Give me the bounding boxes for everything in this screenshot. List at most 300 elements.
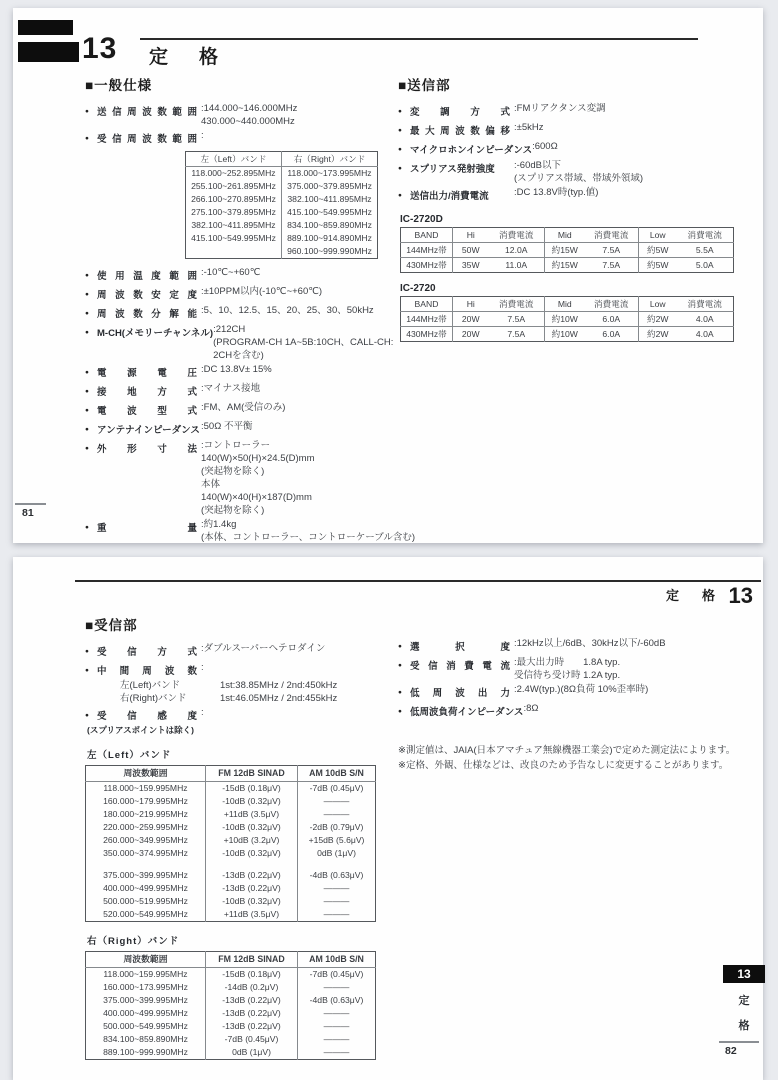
table-cell: 7.5A — [585, 243, 639, 258]
bullet-icon: ● — [85, 426, 89, 433]
bullet-icon: ● — [85, 369, 89, 376]
spec-sub-row — [85, 692, 397, 705]
table-cell: 960.100~999.990MHz — [287, 246, 372, 256]
rx-frequency-table — [185, 151, 378, 259]
table-row — [401, 327, 734, 342]
spec-item — [398, 186, 748, 204]
table-row — [86, 981, 376, 994]
table-cell: 0dB (1μV) — [317, 848, 356, 858]
column-header: Low — [649, 229, 666, 240]
spec-value-line: :FM、AM(受信のみ) — [201, 402, 286, 413]
column-header: 消費電流 — [687, 229, 722, 240]
table-cell: 約15W — [545, 258, 585, 273]
table-row — [86, 847, 376, 860]
table-header-row — [401, 228, 734, 243]
table-cell: 382.100~411.895MHz — [287, 194, 372, 204]
spec-value-line: :±5kHz — [514, 122, 544, 133]
table-cell: 118.000~173.995MHz — [287, 168, 372, 178]
chapter-title: 定 格 — [666, 588, 721, 603]
table-cell: ——— — [323, 896, 350, 906]
bullet-icon: ● — [85, 667, 89, 674]
table-cell: 220.000~259.995MHz — [86, 821, 206, 834]
spec-value-line: :DC 13.8V± 15% — [201, 364, 272, 375]
spec-item — [85, 518, 416, 544]
spec-item — [85, 304, 401, 322]
bullet-icon: ● — [398, 708, 402, 715]
table-cell: ——— — [323, 1008, 350, 1018]
chapter-index-bar-bottom — [18, 42, 79, 62]
chapter-rule — [140, 38, 698, 40]
bullet-icon: ● — [85, 648, 89, 655]
bullet-icon: ● — [85, 388, 89, 395]
table-cell: 144MHz帯 — [401, 312, 453, 327]
spec-value-line: (突起物を除く) — [201, 505, 265, 516]
model-label-ic2720d: IC-2720D — [400, 214, 443, 225]
footnotes — [398, 744, 756, 772]
table-header-row — [186, 152, 378, 167]
left-band-table-title: 左（Left）バンド — [87, 750, 172, 761]
bullet-icon: ● — [398, 146, 402, 153]
table-cell: +11dB (3.5μV) — [206, 908, 298, 922]
spec-label: 低周波出力 — [410, 688, 510, 699]
spec-list-receiver — [85, 642, 397, 736]
column-header: 周波数範囲 — [86, 766, 206, 782]
spec-value-line: :5、10、12.5、15、20、25、30、50kHz — [201, 305, 374, 316]
spec-label: 受信感度 — [97, 711, 197, 722]
table-row — [86, 834, 376, 847]
table-row — [186, 245, 378, 259]
spec-item — [398, 159, 748, 185]
left-band-sensitivity-table — [85, 765, 376, 922]
spec-value-line: : — [201, 707, 204, 718]
table-cell: 375.000~399.995MHz — [86, 869, 206, 882]
spec-value-line: 2CHを含む) — [213, 350, 264, 361]
spec-value-line: : — [201, 662, 204, 673]
bullet-icon: ● — [398, 165, 402, 172]
spec-label: 周波数安定度 — [97, 290, 197, 301]
bullet-icon: ● — [85, 310, 89, 317]
column-header: BAND — [401, 228, 453, 243]
table-cell: -7dB (0.45μV) — [206, 1033, 298, 1046]
spec-label-note: (スプリアスポイントは除く) — [87, 725, 194, 735]
column-header: 消費電流 — [585, 228, 639, 243]
table-cell: 11.0A — [489, 258, 545, 273]
table-cell: ——— — [323, 1034, 350, 1044]
table-cell: ——— — [323, 796, 350, 806]
spec-list-general-bottom — [85, 266, 416, 544]
spec-value-line: :50Ω 不平衡 — [201, 421, 253, 432]
spec-value-line: :212CH — [213, 324, 246, 335]
receiver-spec-column-right — [398, 637, 756, 773]
spec-value-line: (スプリアス帯域、帯域外領域) — [514, 173, 644, 184]
table-cell: ——— — [323, 1021, 350, 1031]
table-cell: -15dB (0.18μV) — [206, 782, 298, 796]
table-cell: 266.100~270.895MHz — [186, 193, 282, 206]
table-cell: 0dB (1μV) — [206, 1046, 298, 1060]
spec-value-line: :600Ω — [532, 141, 558, 152]
spec-value-line: 受信待ち受け時 1.2A typ. — [514, 670, 621, 681]
column-header: Low — [649, 298, 666, 309]
spec-label: 周波数分解能 — [97, 309, 197, 320]
spec-label: 送信周波数範囲 — [97, 107, 197, 118]
table-cell: 415.100~549.995MHz — [287, 207, 372, 217]
spec-item — [85, 129, 401, 147]
column-header: 消費電流 — [489, 297, 545, 312]
table-cell — [186, 245, 282, 259]
table-cell: 350.000~374.995MHz — [86, 847, 206, 860]
table-row — [186, 219, 378, 232]
table-header-row — [86, 766, 376, 782]
spec-sub-row — [85, 679, 397, 692]
bullet-icon: ● — [85, 291, 89, 298]
column-header: Mid — [557, 229, 572, 240]
table-cell: 7.5A — [489, 312, 545, 327]
table-cell: 275.100~379.895MHz — [186, 206, 282, 219]
spec-value-line: :2.4W(typ.)(8Ω負荷 10%歪率時) — [514, 684, 649, 695]
table-row — [86, 908, 376, 922]
spec-item — [85, 363, 401, 381]
table-cell: 約10W — [545, 312, 585, 327]
table-cell: -7dB (0.45μV) — [309, 783, 364, 793]
transmitter-spec-column — [398, 74, 748, 342]
table-cell: -10dB (0.32μV) — [206, 895, 298, 908]
bullet-icon: ● — [398, 192, 402, 199]
spec-item — [398, 140, 748, 158]
column-header: 左（Left）バンド — [186, 152, 282, 167]
table-cell: 35W — [453, 258, 489, 273]
spec-list-receiver-right — [398, 637, 756, 720]
table-cell: -10dB (0.32μV) — [206, 821, 298, 834]
table-cell: 約15W — [545, 243, 585, 258]
spec-label: 中間周波数 — [97, 666, 197, 677]
spec-label: アンテナインピーダンス — [97, 425, 200, 436]
column-header: 消費電流 — [585, 297, 639, 312]
spec-item — [398, 656, 756, 682]
table-cell: +15dB (5.6μV) — [308, 835, 365, 845]
table-cell: 20W — [453, 312, 489, 327]
bullet-icon: ● — [398, 689, 402, 696]
spec-label: 電源電圧 — [97, 368, 197, 379]
spec-label: マイクロホンインピーダンス — [410, 145, 533, 156]
table-cell: ——— — [323, 1047, 350, 1057]
table-row — [86, 808, 376, 821]
spec-value-line: 140(W)×40(H)×187(D)mm — [201, 492, 312, 503]
table-cell: 889.100~914.890MHz — [287, 233, 372, 243]
table-cell: ——— — [323, 883, 350, 893]
general-spec-column — [85, 74, 416, 545]
spec-value-line: :約1.4kg — [201, 519, 237, 530]
spec-value-line: 430.000~440.000MHz — [201, 116, 295, 127]
spec-item — [85, 706, 397, 736]
table-row — [86, 968, 376, 982]
bullet-icon: ● — [85, 272, 89, 279]
side-tab-number: 13 — [723, 965, 765, 983]
bullet-icon: ● — [85, 712, 89, 719]
table-cell: -13dB (0.22μV) — [206, 1020, 298, 1033]
table-row — [86, 1007, 376, 1020]
table-cell: 180.000~219.995MHz — [86, 808, 206, 821]
right-band-sensitivity-table — [85, 951, 376, 1060]
spec-list-general-top — [85, 102, 401, 147]
table-cell: 7.5A — [585, 258, 639, 273]
table-cell: 約5W — [639, 243, 677, 258]
spec-item — [85, 323, 401, 362]
spec-value-line: :コントローラー — [201, 440, 271, 451]
chapter-side-tab — [721, 965, 767, 1033]
spec-item — [398, 121, 748, 139]
bullet-icon: ● — [85, 407, 89, 414]
table-cell: 20W — [453, 327, 489, 342]
table-cell: -13dB (0.22μV) — [206, 882, 298, 895]
table-cell: +11dB (3.5μV) — [206, 808, 298, 821]
table-cell: 50W — [453, 243, 489, 258]
section-heading-general: ■一般仕様 — [85, 78, 153, 93]
column-header: Mid — [557, 298, 572, 309]
spec-value-line: :144.000~146.000MHz — [201, 103, 298, 114]
table-row — [186, 232, 378, 245]
bullet-icon: ● — [398, 108, 402, 115]
table-cell: -7dB (0.45μV) — [309, 969, 364, 979]
spec-label: M-CH(メモリーチャンネル) — [97, 328, 214, 339]
table-row — [86, 860, 376, 869]
table-cell: 255.100~261.895MHz — [186, 180, 282, 193]
spec-label: 受信周波数範囲 — [97, 134, 197, 145]
page-number: 82 — [725, 1044, 737, 1057]
spec-item — [85, 439, 401, 517]
bullet-icon: ● — [85, 108, 89, 115]
bullet-icon: ● — [398, 127, 402, 134]
spec-item — [85, 401, 401, 419]
spec-value-line: :FMリアクタンス変調 — [514, 103, 606, 114]
spec-value-line: : — [201, 130, 204, 141]
spec-item — [85, 642, 397, 660]
bullet-icon: ● — [398, 643, 402, 650]
table-header-row — [86, 952, 376, 968]
table-cell: 400.000~499.995MHz — [86, 1007, 206, 1020]
table-cell: 6.0A — [585, 312, 639, 327]
table-row — [86, 782, 376, 796]
spec-label: スプリアス発射強度 — [410, 164, 495, 175]
table-cell: -13dB (0.22μV) — [206, 994, 298, 1007]
bullet-icon: ● — [85, 329, 89, 336]
table-cell: 約10W — [545, 327, 585, 342]
table-row — [401, 243, 734, 258]
spec-value-line: (突起物を除く) — [201, 466, 265, 477]
spec-label: 外形寸法 — [97, 444, 197, 455]
bullet-icon: ● — [85, 524, 89, 531]
bullet-icon: ● — [85, 445, 89, 452]
page-number-rule — [15, 503, 46, 505]
table-cell: 約2W — [639, 327, 677, 342]
spec-label: 変調方式 — [410, 107, 510, 118]
chapter-header — [666, 583, 753, 609]
column-header: 消費電流 — [687, 298, 722, 309]
table-cell: 118.000~159.995MHz — [86, 968, 206, 982]
table-cell: ——— — [323, 809, 350, 819]
table-cell: +10dB (3.2μV) — [206, 834, 298, 847]
spec-value-line: :DC 13.8V時(typ.値) — [514, 187, 599, 198]
power-table-ic2720 — [400, 296, 734, 342]
table-cell: ——— — [323, 982, 350, 992]
table-cell: -4dB (0.63μV) — [309, 870, 364, 880]
table-row — [86, 795, 376, 808]
column-header: AM 10dB S/N — [298, 766, 376, 782]
table-cell: 375.000~399.995MHz — [86, 994, 206, 1007]
spec-value-line: 本体 — [201, 479, 221, 490]
table-row — [186, 193, 378, 206]
table-cell: 160.000~173.995MHz — [86, 981, 206, 994]
chapter-rule — [75, 580, 761, 582]
table-cell — [206, 860, 298, 869]
table-cell: 118.000~159.995MHz — [86, 782, 206, 796]
section-heading-receiver: ■受信部 — [85, 618, 138, 633]
manual-page-82 — [13, 557, 763, 1080]
spec-value-line: (本体、コントローラー、コントローケーブル含む) — [201, 532, 416, 543]
table-header-row — [401, 297, 734, 312]
table-cell: 415.100~549.995MHz — [186, 232, 282, 245]
table-row — [86, 1020, 376, 1033]
spec-label: 送信出力/消費電流 — [410, 191, 489, 202]
spec-item — [85, 102, 401, 128]
spec-label: 低周波負荷インピーダンス — [410, 707, 524, 718]
spec-label: 受信方式 — [97, 647, 197, 658]
chapter-index-bar-top — [18, 20, 73, 35]
spec-item — [398, 683, 756, 701]
table-cell: 約5W — [639, 258, 677, 273]
table-cell: 6.0A — [585, 327, 639, 342]
manual-page-81 — [13, 8, 763, 543]
spec-value-line: :最大出力時 1.8A typ. — [514, 657, 621, 668]
page-number-rule — [719, 1041, 759, 1043]
spec-value-line: :-60dB以下 — [514, 160, 561, 171]
table-cell: -15dB (0.18μV) — [206, 968, 298, 982]
table-cell: 160.000~179.995MHz — [86, 795, 206, 808]
table-row — [186, 206, 378, 219]
column-header: 周波数範囲 — [86, 952, 206, 968]
spec-value-line: 140(W)×50(H)×24.5(D)mm — [201, 453, 315, 464]
side-tab-char-1: 定 — [738, 995, 750, 1007]
spec-value-line: :マイナス接地 — [201, 383, 261, 394]
spec-label: 受信消費電流 — [410, 661, 510, 672]
right-band-table-title: 右（Right）バンド — [87, 936, 180, 947]
table-cell: 834.100~859.890MHz — [287, 220, 372, 230]
column-header: AM 10dB S/N — [298, 952, 376, 968]
section-heading-transmitter: ■送信部 — [398, 78, 451, 93]
side-tab-char-2: 格 — [738, 1020, 750, 1032]
table-row — [86, 821, 376, 834]
table-cell: 4.0A — [677, 327, 734, 342]
table-cell: 5.0A — [677, 258, 734, 273]
spec-label: 接地方式 — [97, 387, 197, 398]
bullet-icon: ● — [85, 135, 89, 142]
table-row — [401, 258, 734, 273]
footnote: ※測定値は、JAIA(日本アマチュア無線機器工業会)で定めた測定法によります。 — [398, 745, 736, 756]
table-cell: 430MHz帯 — [401, 327, 453, 342]
table-cell: -10dB (0.32μV) — [206, 795, 298, 808]
table-cell: 260.000~349.995MHz — [86, 834, 206, 847]
table-cell: 約2W — [639, 312, 677, 327]
table-cell — [86, 860, 206, 869]
table-cell: 889.100~999.990MHz — [86, 1046, 206, 1060]
table-row — [401, 312, 734, 327]
table-cell: -4dB (0.63μV) — [309, 995, 364, 1005]
spec-sub-name: 左(Left)バンド — [120, 680, 181, 691]
spec-label: 選択度 — [410, 642, 510, 653]
chapter-title: 定 格 — [149, 47, 225, 68]
table-cell: -13dB (0.22μV) — [206, 1007, 298, 1020]
spec-item — [398, 702, 756, 720]
spec-label: 使用温度範囲 — [97, 271, 197, 282]
table-cell: ——— — [323, 909, 350, 919]
model-label-ic2720: IC-2720 — [400, 283, 436, 294]
page-number-block — [715, 1041, 767, 1057]
table-cell: -10dB (0.32μV) — [206, 847, 298, 860]
spec-item — [85, 285, 401, 303]
table-cell: -13dB (0.22μV) — [206, 869, 298, 882]
spec-value-line: :±10PPM以内(-10℃~+60℃) — [201, 286, 323, 297]
table-cell: 12.0A — [489, 243, 545, 258]
table-cell: 7.5A — [489, 327, 545, 342]
table-cell: -14dB (0.2μV) — [206, 981, 298, 994]
table-cell: 144MHz帯 — [401, 243, 453, 258]
table-cell: 834.100~859.890MHz — [86, 1033, 206, 1046]
power-table-ic2720d — [400, 227, 734, 273]
table-cell: 382.100~411.895MHz — [186, 219, 282, 232]
spec-item — [85, 420, 401, 438]
spec-value-line: :8Ω — [523, 703, 539, 714]
table-row — [86, 994, 376, 1007]
table-cell: 5.5A — [677, 243, 734, 258]
column-header: BAND — [401, 297, 453, 312]
column-header: 消費電流 — [489, 228, 545, 243]
spec-sub-value: 1st:38.85MHz / 2nd:450kHz — [220, 680, 338, 691]
table-row — [86, 869, 376, 882]
table-cell: 520.000~549.995MHz — [86, 908, 206, 922]
bullet-icon: ● — [398, 662, 402, 669]
spec-value-line: :12kHz以上/6dB、30kHz以下/-60dB — [514, 638, 666, 649]
column-header: FM 12dB SINAD — [206, 766, 298, 782]
spec-list-transmitter — [398, 102, 748, 204]
table-row — [86, 1033, 376, 1046]
spec-sub-value: 1st:46.05MHz / 2nd:455kHz — [220, 693, 338, 704]
table-row — [86, 882, 376, 895]
spec-item — [85, 266, 401, 284]
table-cell: 500.000~519.995MHz — [86, 895, 206, 908]
chapter-number: 13 — [728, 583, 753, 608]
footnote: ※定格、外観、仕様などは、改良のため予告なしに変更することがあります。 — [398, 759, 729, 771]
table-cell: 400.000~499.995MHz — [86, 882, 206, 895]
table-cell: 430MHz帯 — [401, 258, 453, 273]
table-cell: -2dB (0.79μV) — [309, 822, 364, 832]
spec-label: 重量 — [97, 523, 197, 534]
spec-sub-name: 右(Right)バンド — [120, 693, 187, 704]
table-cell: 4.0A — [677, 312, 734, 327]
table-row — [186, 167, 378, 181]
spec-value-line: (PROGRAM-CH 1A~5B:10CH、CALL-CH: — [213, 337, 394, 348]
spec-value-line: :ダブルスーパーヘテロダイン — [201, 643, 326, 654]
spec-label: 最大周波数偏移 — [410, 126, 510, 137]
page-number-block — [13, 503, 46, 519]
spec-item — [85, 661, 397, 705]
table-cell: 500.000~549.995MHz — [86, 1020, 206, 1033]
spec-item — [85, 382, 401, 400]
column-header: FM 12dB SINAD — [206, 952, 298, 968]
column-header: Hi — [466, 229, 475, 240]
spec-value-line: :-10℃~+60℃ — [201, 267, 261, 278]
table-cell — [298, 860, 376, 869]
table-row — [186, 180, 378, 193]
table-cell: 118.000~252.895MHz — [186, 167, 282, 181]
